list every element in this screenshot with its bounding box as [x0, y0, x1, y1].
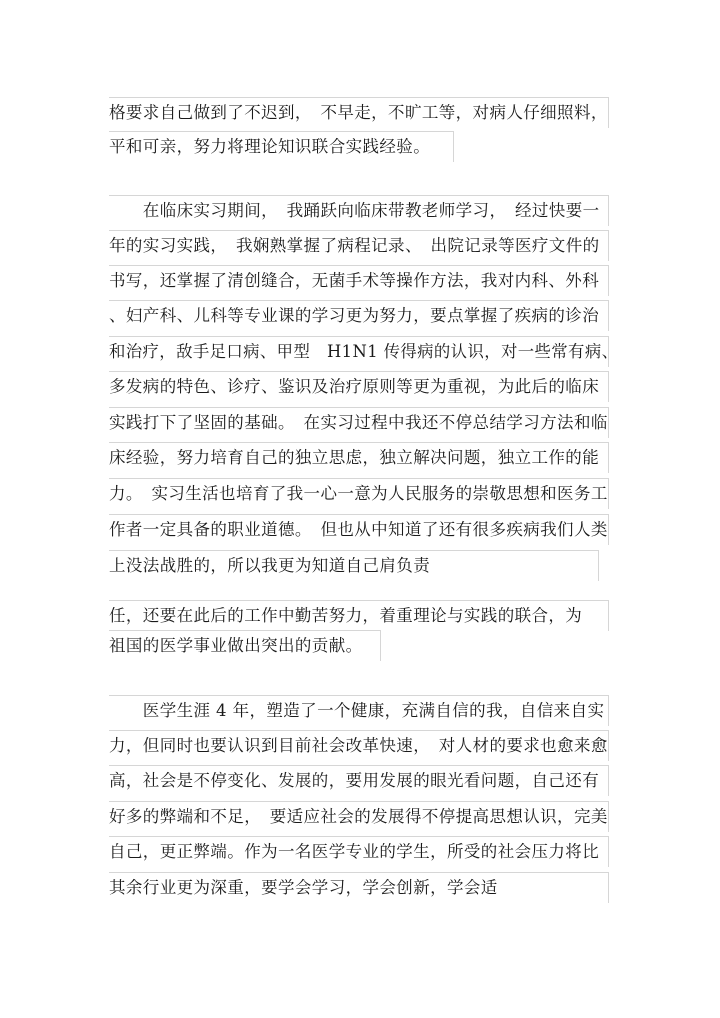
text-line-content: 力，但同时也要认识到目前社会改革快速， 对人材的要求也愈来愈 [109, 736, 608, 755]
text-line-content: 好多的弊端和不足， 要适应社会的发展得不停提高思想认识，完美 [109, 807, 608, 826]
text-line [109, 230, 609, 261]
text-line [109, 195, 609, 226]
text-line-content: 祖国的医学事业做出突出的贡献。 [109, 636, 363, 655]
text-line-content: 和治疗，敌手足口病、甲型 H1N1 传得病的认识，对一些常有病、 [109, 342, 619, 361]
text-line [109, 872, 609, 903]
text-line [109, 730, 609, 761]
text-line [109, 836, 609, 867]
text-line-content: 自己，更正弊端。作为一名医学专业的学生，所受的社会压力将比 [109, 842, 600, 861]
text-line-content: 年的实习实践， 我娴熟掌握了病程记录、 出院记录等医疗文件的 [109, 236, 600, 255]
text-line-content: 格要求自己做到了不迟到， 不早走，不旷工等，对病人仔细照料， [109, 103, 608, 122]
text-line [109, 550, 599, 581]
text-line-content: 力。 实习生活也培育了我一心一意为人民服务的崇敬思想和医务工 [109, 484, 608, 503]
text-line-content: 其余行业更为深重，要学会学习，学会创新，学会适 [109, 878, 498, 897]
text-line [109, 765, 609, 796]
text-line [109, 97, 609, 128]
text-line [109, 600, 609, 631]
text-line-content: 上没法战胜的，所以我更为知道自己肩负责 [109, 556, 431, 575]
text-line-content: 实践打下了坚固的基础。 在实习过程中我还不停总结学习方法和临 [109, 413, 608, 432]
text-line-content: 平和可亲，努力将理论知识联合实践经验。 [109, 137, 431, 156]
text-line-content: 多发病的特色、诊疗、鉴识及治疗原则等更为重视，为此后的临床 [109, 377, 600, 396]
text-line-content: 、妇产科、儿科等专业课的学习更为努力，要点掌握了疾病的诊治 [109, 306, 600, 325]
text-line-content: 床经验，努力培育自己的独立思虑，独立解决问题，独立工作的能 [109, 448, 600, 467]
text-line [109, 300, 609, 331]
text-line [109, 442, 609, 473]
text-line [109, 371, 609, 402]
text-line-content: 高，社会是不停变化、发展的，要用发展的眼光看问题，自己还有 [109, 771, 600, 790]
text-line-content: 作者一定具备的职业道德。 但也从中知道了还有很多疾病我们人类 [109, 520, 608, 539]
text-line-content: 书写，还掌握了清创缝合，无菌手术等操作方法，我对内科、外科 [109, 271, 600, 290]
text-line [109, 131, 454, 162]
text-line [109, 514, 609, 545]
text-line [109, 695, 609, 726]
text-line [109, 630, 381, 661]
text-line [109, 336, 619, 367]
text-line [109, 478, 609, 509]
text-line [109, 265, 609, 296]
text-line-content: 在临床实习期间， 我踊跃向临床带教老师学习， 经过快要一 [109, 201, 600, 220]
text-line [109, 801, 609, 832]
text-line [109, 407, 609, 438]
text-line-content: 医学生涯 4 年，塑造了一个健康，充满自信的我，自信来自实 [109, 701, 605, 720]
text-line-content: 任，还要在此后的工作中勤苦努力，着重理论与实践的联合，为 [109, 606, 583, 625]
